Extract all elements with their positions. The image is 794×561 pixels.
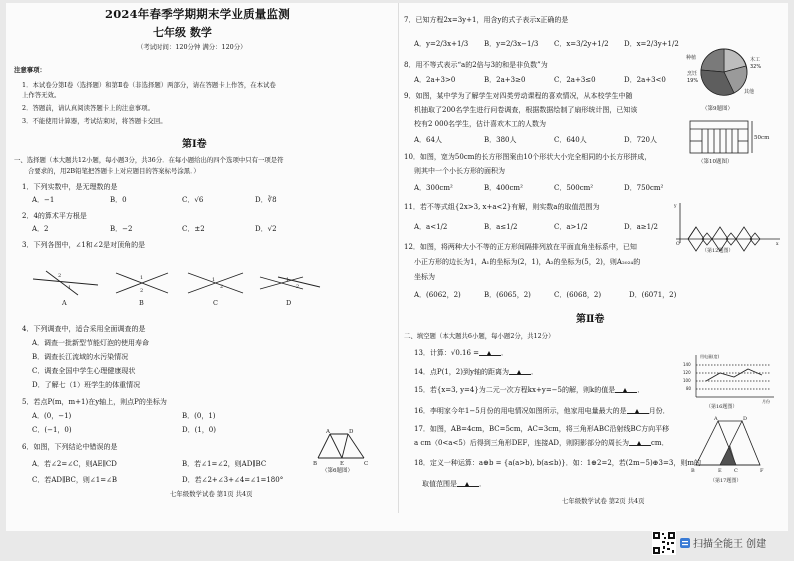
question-7: 7．已知方程2x=3y+1，用含y的式子表示x正确的是 bbox=[404, 16, 569, 24]
q10-option-a: A．300cm² bbox=[414, 184, 453, 192]
answer-marker bbox=[465, 482, 469, 486]
q10-option-b: B．400cm² bbox=[484, 184, 523, 192]
fig12-caption: （第12题图） bbox=[702, 248, 734, 253]
q12-option-c: C．(6068，2) bbox=[554, 291, 602, 299]
fig16-tick: 140 bbox=[683, 362, 691, 367]
svg-text:1: 1 bbox=[140, 275, 144, 281]
q1-option-d: D．∛8 bbox=[255, 196, 277, 204]
question-9-line2: 机抽取了200名学生进行问卷调查，根据数据绘制了扇形统计图，已知该 bbox=[414, 106, 638, 114]
q15-text: 15．若{x=3, y=4}为二元一次方程kx+y=−5的解，则k的值是 bbox=[414, 386, 616, 394]
notes-heading: 注意事项： bbox=[14, 66, 46, 74]
section-intro: 一、选择题（本大题共12小题，每小题3分，共36分．在每小题给出的四个选项中只有一项是符 bbox=[14, 156, 284, 164]
q10-option-c: C．500cm² bbox=[554, 184, 594, 192]
fig16-line-chart bbox=[682, 351, 782, 409]
question-14 bbox=[414, 368, 538, 378]
footer-left: 七年级数学试卷 第1页 共4页 bbox=[170, 490, 253, 498]
scanner-text: 扫描全能王 创建 bbox=[693, 539, 767, 550]
part2-title: 第Ⅱ卷 bbox=[576, 314, 605, 325]
question-4: 4．下列调查中，适合采用全面调查的是 bbox=[22, 325, 146, 333]
question-11: 11．若不等式组{2x>3, x+a<2}有解，则实数a的取值范围为 bbox=[404, 203, 600, 211]
exam-title: 2024年春季学期期末学业质量监测 bbox=[105, 7, 290, 21]
question-18: 18．定义一种运算：a⊕b = {a(a>b), b(a≤b)}．如：1⊕2=2，若(2m−5)⊕3=3，则m的 bbox=[414, 459, 701, 467]
q10-option-d: D．750cm² bbox=[624, 184, 664, 192]
exam-info: （考试时间：120分钟 满分：120分） bbox=[137, 43, 247, 51]
q18-text: 取值范围是 bbox=[422, 480, 457, 488]
q4-option-c: C．调查全国中学生心理健康现状 bbox=[32, 367, 136, 375]
q3-label-a: A bbox=[62, 299, 67, 307]
question-3: 3．下列各图中，∠1和∠2是对顶角的是 bbox=[22, 241, 146, 249]
q7-option-d: D．x=2/3y+1/2 bbox=[624, 40, 679, 48]
question-1: 1．下列实数中，是无理数的是 bbox=[22, 183, 118, 191]
q16-text: 16．李明家今年1−5月份的用电情况如图所示，他家用电量最大的是 bbox=[414, 407, 627, 415]
q9-option-a: A．64人 bbox=[414, 136, 442, 144]
exam-paper bbox=[6, 3, 788, 531]
fig9-label: 19% bbox=[687, 78, 699, 84]
svg-text:2: 2 bbox=[140, 288, 144, 294]
fig17-label: F bbox=[760, 468, 764, 474]
q2-option-d: D．√2 bbox=[255, 225, 277, 233]
question-6: 6．如图，下列结论中错误的是 bbox=[22, 443, 118, 451]
q13-text: 13．计算：√0.16 = bbox=[414, 349, 480, 357]
q1-option-a: A．−1 bbox=[32, 196, 55, 204]
fig17-label: A bbox=[714, 416, 718, 422]
question-8: 8．用不等式表示“a的2倍与3的和是非负数”为 bbox=[404, 61, 548, 69]
scanner-badge bbox=[612, 529, 792, 559]
fig17-label: E bbox=[718, 468, 722, 474]
section-intro: 合要求的，用2B铅笔把答题卡上对应题目的答案标号涂黑．） bbox=[28, 167, 200, 175]
question-5: 5．若点P(m，m+1)在y轴上，则点P的坐标为 bbox=[22, 398, 167, 406]
fig16-tick: 100 bbox=[683, 378, 691, 383]
question-15 bbox=[414, 386, 644, 396]
q6-option-d: D．若∠2+∠3+∠4=∠1=180° bbox=[182, 476, 284, 484]
answer-marker bbox=[635, 409, 639, 413]
q6-option-c: C．若AD∥BC，则∠1=∠B bbox=[32, 476, 118, 484]
scanner-logo-icon bbox=[680, 538, 690, 548]
q8-option-c: C．2a+3≤0 bbox=[554, 76, 596, 84]
question-12-line3: 坐标为 bbox=[414, 273, 435, 281]
svg-text:1: 1 bbox=[68, 285, 72, 291]
answer-blank bbox=[615, 386, 637, 393]
q17-suffix: cm． bbox=[651, 439, 669, 447]
fig9-label: 烹饪 bbox=[687, 71, 698, 77]
footer-right: 七年级数学试卷 第2页 共4页 bbox=[562, 497, 645, 505]
answer-blank bbox=[509, 368, 531, 375]
q14-text: 14．点P(1，2)到y轴的距离为 bbox=[414, 368, 509, 376]
svg-text:1: 1 bbox=[212, 277, 216, 283]
fig6-label: C bbox=[364, 461, 369, 467]
fig9-caption: （第9题图） bbox=[702, 106, 733, 112]
q12-option-d: D．(6071，2) bbox=[629, 291, 677, 299]
q8-option-b: B．2a+3≥0 bbox=[484, 76, 526, 84]
q11-option-a: A．a<1/2 bbox=[414, 223, 448, 231]
question-10-line2: 则其中一个小长方形的面积为 bbox=[414, 167, 505, 175]
exam-subtitle: 七年级 数学 bbox=[153, 26, 212, 39]
q5-option-c: C．(−1，0) bbox=[32, 426, 72, 434]
fig16-title: 用电量(度) bbox=[700, 354, 720, 359]
q6-option-a: A．若∠2=∠C，则AE∥CD bbox=[32, 460, 117, 468]
fig10-caption: （第10题图） bbox=[698, 159, 733, 165]
q7-option-a: A．y=2/3x+1/3 bbox=[414, 40, 469, 48]
q8-option-a: A．2a+3>0 bbox=[414, 76, 456, 84]
fig9-label: 32% bbox=[750, 64, 762, 70]
fig9-label: 木工 bbox=[750, 57, 761, 63]
q4-option-b: B．调查长江流域的水污染情况 bbox=[32, 353, 129, 361]
question-17-line2 bbox=[414, 439, 669, 449]
q3-label-c: C bbox=[213, 299, 218, 307]
fig12-squares bbox=[672, 199, 784, 253]
fig16-xlabel: 月份 bbox=[762, 399, 770, 404]
fig6-trapezoid bbox=[312, 428, 374, 468]
q5-option-b: B．(0，1) bbox=[182, 412, 216, 420]
q6-option-b: B．若∠1=∠2，则AD∥BC bbox=[182, 460, 267, 468]
svg-text:y: y bbox=[674, 204, 677, 209]
fig16-tick: 80 bbox=[686, 386, 692, 391]
fig17-label: C bbox=[734, 468, 738, 474]
q3-label-b: B bbox=[139, 299, 144, 307]
q8-option-d: D．2a+3<0 bbox=[624, 76, 666, 84]
svg-text:2: 2 bbox=[58, 273, 62, 279]
note-item: 1．本试卷分第Ⅰ卷（选择题）和第Ⅱ卷（非选择题）两部分，请在答题卡上作答，在本试卷 bbox=[22, 81, 276, 89]
fig9-label: 其他 bbox=[744, 89, 755, 95]
q7-option-b: B．y=2/3x−1/3 bbox=[484, 40, 539, 48]
question-17: 17．如图，AB=4cm，BC=5cm，AC=3cm，将三角形ABC沿射线BC方向平移 bbox=[414, 425, 670, 433]
q11-option-c: C．a>1/2 bbox=[554, 223, 588, 231]
fig16-tick: 120 bbox=[683, 370, 691, 375]
answer-marker bbox=[517, 370, 521, 374]
svg-text:1: 1 bbox=[286, 277, 290, 283]
note-item: 3．不能使用计算器，考试结束时，将答题卡交回。 bbox=[22, 117, 167, 125]
q15-suffix: ． bbox=[637, 386, 645, 394]
fig6-label: B bbox=[313, 461, 318, 467]
q5-option-a: A．(0，−1) bbox=[32, 412, 72, 420]
q11-option-d: D．a≥1/2 bbox=[624, 223, 658, 231]
svg-text:x: x bbox=[776, 242, 779, 247]
question-10: 10．如图，宽为50cm的长方形图案由10个形状大小完全相同的小长方形拼成， bbox=[404, 153, 652, 161]
q9-option-d: D．720人 bbox=[624, 136, 657, 144]
q4-option-d: D．了解七（1）班学生的体重情况 bbox=[32, 381, 141, 389]
answer-blank bbox=[479, 349, 501, 356]
fig16-caption: （第16题图） bbox=[706, 404, 738, 409]
fig17-label: B bbox=[691, 468, 695, 474]
answer-marker bbox=[487, 351, 491, 355]
fig17-caption: （第17题图） bbox=[710, 478, 742, 484]
q5-option-d: D．(1，0) bbox=[182, 426, 216, 434]
question-13 bbox=[414, 349, 508, 359]
q1-option-c: C．√6 bbox=[182, 196, 204, 204]
svg-text:2: 2 bbox=[296, 284, 300, 290]
svg-text:2: 2 bbox=[220, 284, 224, 290]
question-2: 2．4的算术平方根是 bbox=[22, 212, 87, 220]
fig10-width-label: 50cm bbox=[754, 135, 770, 141]
fig6-label: A bbox=[326, 429, 330, 435]
answer-marker bbox=[637, 441, 641, 445]
q16-suffix: 月份． bbox=[648, 407, 670, 415]
svg-text:O: O bbox=[676, 242, 680, 247]
fig17-triangles bbox=[688, 415, 780, 485]
part1-title: 第Ⅰ卷 bbox=[182, 139, 207, 150]
q7-option-c: C．x=3/2y+1/2 bbox=[554, 40, 609, 48]
q2-option-b: B．−2 bbox=[110, 225, 133, 233]
q18-suffix: ． bbox=[479, 480, 486, 488]
q9-option-c: C．640人 bbox=[554, 136, 587, 144]
question-16 bbox=[414, 407, 670, 417]
answer-blank bbox=[457, 480, 479, 487]
question-12: 12．如图，将两种大小不等的正方形间隔排列放在平面直角坐标系中，已知 bbox=[404, 243, 637, 251]
answer-marker bbox=[623, 388, 627, 392]
q9-option-b: B．380人 bbox=[484, 136, 517, 144]
q14-suffix: ． bbox=[530, 368, 538, 376]
answer-blank bbox=[629, 439, 651, 446]
answer-blank bbox=[627, 407, 649, 414]
page-divider bbox=[398, 3, 399, 513]
question-18-line2 bbox=[422, 480, 486, 490]
qr-code-icon bbox=[652, 531, 676, 555]
fig6-label: E bbox=[340, 461, 345, 467]
fig9-pie-chart bbox=[684, 37, 784, 117]
q12-option-b: B．(6065，2) bbox=[484, 291, 531, 299]
question-12-line2: 小正方形的边长为1，A₁的坐标为(2，1)，A₂的坐标为(5，2)，则A₂₀₂₄的 bbox=[414, 258, 641, 266]
q2-option-c: C．±2 bbox=[182, 225, 205, 233]
fig17-label: D bbox=[743, 416, 748, 422]
q3-angle-figures bbox=[28, 255, 328, 307]
q3-label-d: D bbox=[286, 299, 292, 307]
q2-option-a: A．2 bbox=[32, 225, 49, 233]
q4-option-a: A．调查一批新型节能灯泡的使用寿命 bbox=[32, 339, 150, 347]
part2-intro: 二、填空题（本大题共6小题，每小题2分，共12分） bbox=[404, 332, 555, 340]
note-item: 上作答无效。 bbox=[22, 91, 61, 99]
note-item: 2．答题前，请认真阅读答题卡上的注意事项。 bbox=[22, 104, 154, 112]
fig9-label: 种植 bbox=[686, 55, 697, 61]
question-9: 9．如图，某中学为了解学生对四类劳动课程的喜欢情况，从本校学生中随 bbox=[404, 92, 633, 100]
fig6-caption: （第6题图） bbox=[322, 468, 353, 474]
fig10-rectangle bbox=[686, 117, 786, 167]
q11-option-b: B．a≤1/2 bbox=[484, 223, 518, 231]
fig6-label: D bbox=[349, 429, 354, 435]
q1-option-b: B．0 bbox=[110, 196, 127, 204]
q17-text: a cm（0<a<5）后得到三角形DEF，连接AD，则阴影部分的周长为 bbox=[414, 439, 630, 447]
question-9-line3: 校有2 000名学生，估计喜欢木工的人数为 bbox=[414, 120, 547, 128]
q13-suffix: ． bbox=[501, 349, 509, 357]
q12-option-a: A．(6062，2) bbox=[414, 291, 461, 299]
